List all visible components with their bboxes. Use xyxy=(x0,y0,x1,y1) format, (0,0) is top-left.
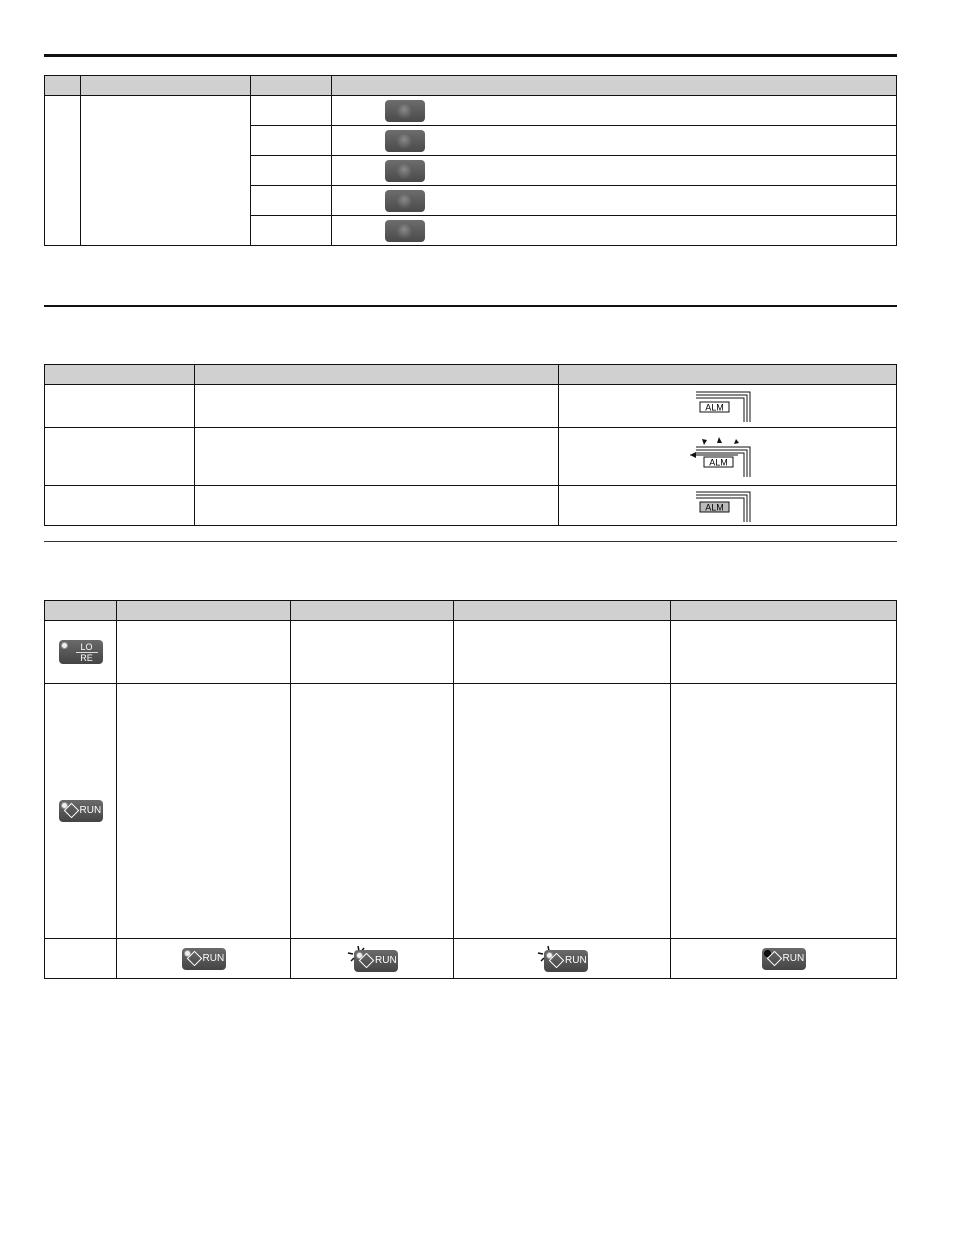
table-cell xyxy=(45,428,195,486)
run-label: RUN xyxy=(782,952,805,964)
header-cell xyxy=(454,601,671,621)
header-cell xyxy=(251,76,332,96)
keypad-button-icon xyxy=(385,190,425,212)
table-cell xyxy=(45,939,117,979)
table-cell xyxy=(454,939,671,979)
led-icon xyxy=(61,642,68,649)
table-cell xyxy=(671,621,897,684)
alm-flashing-figure xyxy=(688,435,768,479)
header-cell xyxy=(671,601,897,621)
run-key-off-icon xyxy=(762,948,806,970)
table-row xyxy=(45,96,897,126)
table-cell xyxy=(45,486,195,526)
table-header-row xyxy=(45,76,897,96)
table-header-row xyxy=(45,601,897,621)
table-cell xyxy=(251,96,332,126)
lo-re-run-table xyxy=(44,600,897,979)
alm-label: ALM xyxy=(708,457,728,467)
table-cell xyxy=(195,486,559,526)
table-cell xyxy=(45,385,195,428)
table-cell xyxy=(45,621,117,684)
table-cell xyxy=(45,96,81,246)
table-cell xyxy=(81,96,251,246)
table-cell xyxy=(117,939,291,979)
run-key-body xyxy=(544,950,588,972)
table-cell xyxy=(332,216,897,246)
run-key-flashing-quick-icon xyxy=(536,944,588,974)
table-row xyxy=(45,684,897,939)
table-cell xyxy=(671,939,897,979)
table-row xyxy=(45,428,897,486)
header-cell xyxy=(291,601,454,621)
table-cell xyxy=(454,621,671,684)
keypad-button-icon xyxy=(385,220,425,242)
alm-label: ALM xyxy=(704,402,724,413)
table-cell xyxy=(291,939,454,979)
run-label: RUN xyxy=(202,952,225,964)
table-cell xyxy=(332,96,897,126)
table-cell xyxy=(559,428,897,486)
table-row xyxy=(45,385,897,428)
table-cell xyxy=(332,156,897,186)
table-header-row xyxy=(45,365,897,385)
table-cell xyxy=(251,186,332,216)
run-key-body xyxy=(354,950,398,972)
keypad-button-icon xyxy=(385,160,425,182)
table-cell xyxy=(251,156,332,186)
keypad-button-icon xyxy=(385,130,425,152)
header-cell xyxy=(45,601,117,621)
table-cell xyxy=(251,126,332,156)
table-cell xyxy=(332,186,897,216)
table-cell xyxy=(454,684,671,939)
table-row xyxy=(45,939,897,979)
table-cell xyxy=(195,428,559,486)
re-label: RE xyxy=(76,652,98,663)
table-cell xyxy=(559,486,897,526)
run-key-flashing-icon xyxy=(346,944,398,974)
alm-label: ALM xyxy=(704,502,724,512)
alm-indicator-table xyxy=(44,364,897,526)
table-cell xyxy=(332,126,897,156)
header-cell xyxy=(117,601,291,621)
run-label: RUN xyxy=(79,805,102,816)
table-cell xyxy=(195,385,559,428)
header-cell xyxy=(332,76,897,96)
lo-re-key-icon xyxy=(59,640,103,664)
lo-label: LO xyxy=(80,642,93,652)
keypad-table xyxy=(44,75,897,246)
table-cell xyxy=(291,684,454,939)
table-cell xyxy=(671,684,897,939)
table-row xyxy=(45,621,897,684)
top-rule xyxy=(44,54,897,57)
section-rule xyxy=(44,541,897,542)
header-cell xyxy=(81,76,251,96)
header-cell xyxy=(45,365,195,385)
alm-lit-figure xyxy=(688,388,768,424)
run-key-icon xyxy=(59,800,103,822)
header-cell xyxy=(195,365,559,385)
table-cell xyxy=(117,621,291,684)
table-cell xyxy=(251,216,332,246)
table-cell xyxy=(291,621,454,684)
section-rule xyxy=(44,305,897,307)
table-cell xyxy=(45,684,117,939)
table-cell xyxy=(559,385,897,428)
header-cell xyxy=(45,76,81,96)
table-row xyxy=(45,486,897,526)
run-label: RUN xyxy=(565,954,587,966)
alm-off-figure xyxy=(688,488,768,524)
run-key-on-icon xyxy=(182,948,226,970)
header-cell xyxy=(559,365,897,385)
table-cell xyxy=(117,684,291,939)
run-label: RUN xyxy=(375,954,397,966)
keypad-button-icon xyxy=(385,100,425,122)
